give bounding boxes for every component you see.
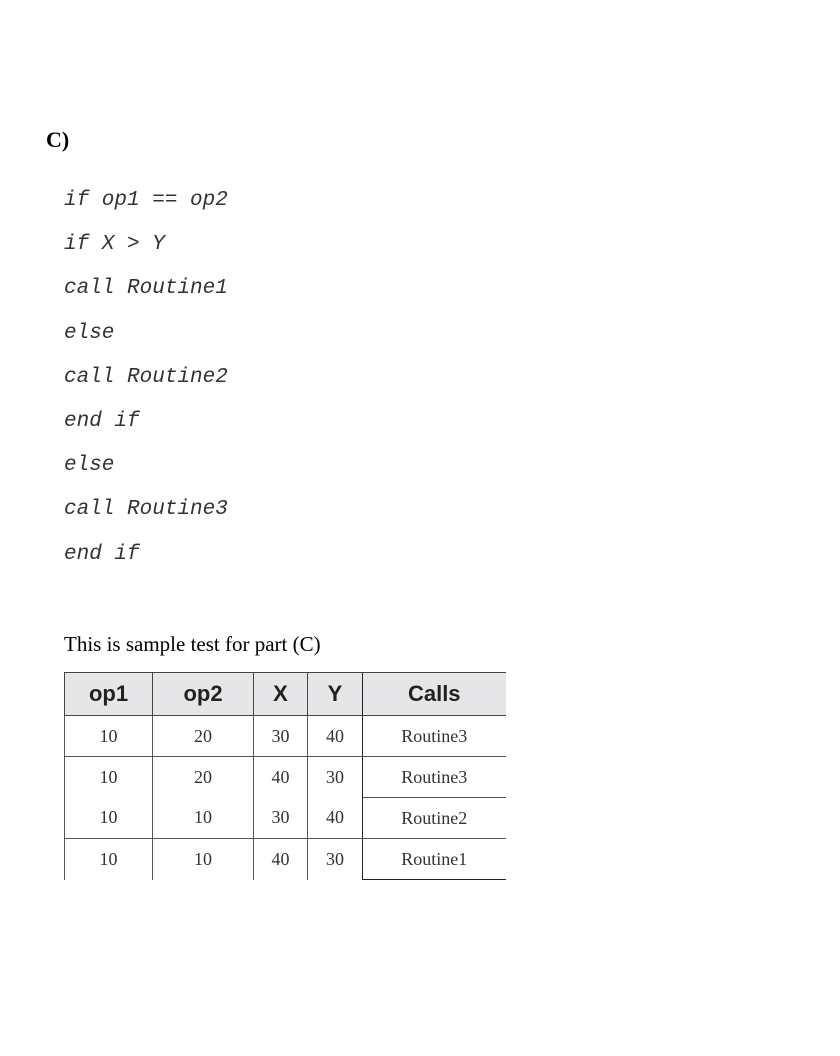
code-block	[64, 187, 228, 585]
section-heading: C)	[46, 127, 70, 152]
cell-op2: 10	[153, 839, 254, 880]
cell-x: 30	[254, 798, 308, 839]
header-op1: op1	[65, 673, 153, 716]
code-line: call Routine1	[64, 277, 228, 301]
cell-y: 30	[308, 839, 363, 880]
cell-op1: 10	[65, 757, 153, 798]
table-row	[65, 716, 506, 757]
table-row	[65, 798, 506, 839]
cell-calls: Routine1	[363, 839, 506, 880]
code-line: else	[64, 454, 115, 478]
cell-y: 30	[308, 757, 363, 798]
cell-op2: 20	[153, 757, 254, 798]
code-line: if X > Y	[64, 233, 165, 257]
cell-op1: 10	[65, 839, 153, 880]
cell-op2: 10	[153, 798, 254, 839]
code-line: end if	[64, 542, 140, 566]
cell-y: 40	[308, 716, 363, 757]
table-caption: This is sample test for part (C)	[64, 632, 321, 656]
code-line: else	[64, 321, 115, 345]
table-row	[65, 839, 506, 880]
code-line: call Routine3	[64, 498, 228, 522]
header-x: X	[254, 673, 308, 716]
cell-calls: Routine3	[363, 716, 506, 757]
cell-op1: 10	[65, 716, 153, 757]
cell-x: 40	[254, 757, 308, 798]
table-row	[65, 757, 506, 798]
cell-calls: Routine3	[363, 757, 506, 798]
test-case-table	[64, 672, 506, 880]
cell-x: 40	[254, 839, 308, 880]
cell-op2: 20	[153, 716, 254, 757]
header-y: Y	[308, 673, 363, 716]
code-line: if op1 == op2	[64, 189, 228, 212]
cell-op1: 10	[65, 798, 153, 839]
table-header-row	[65, 673, 506, 716]
code-line: call Routine2	[64, 365, 228, 389]
code-line: end if	[64, 409, 140, 433]
header-calls: Calls	[363, 673, 506, 716]
cell-y: 40	[308, 798, 363, 839]
header-op2: op2	[153, 673, 254, 716]
cell-x: 30	[254, 716, 308, 757]
cell-calls: Routine2	[363, 798, 506, 839]
